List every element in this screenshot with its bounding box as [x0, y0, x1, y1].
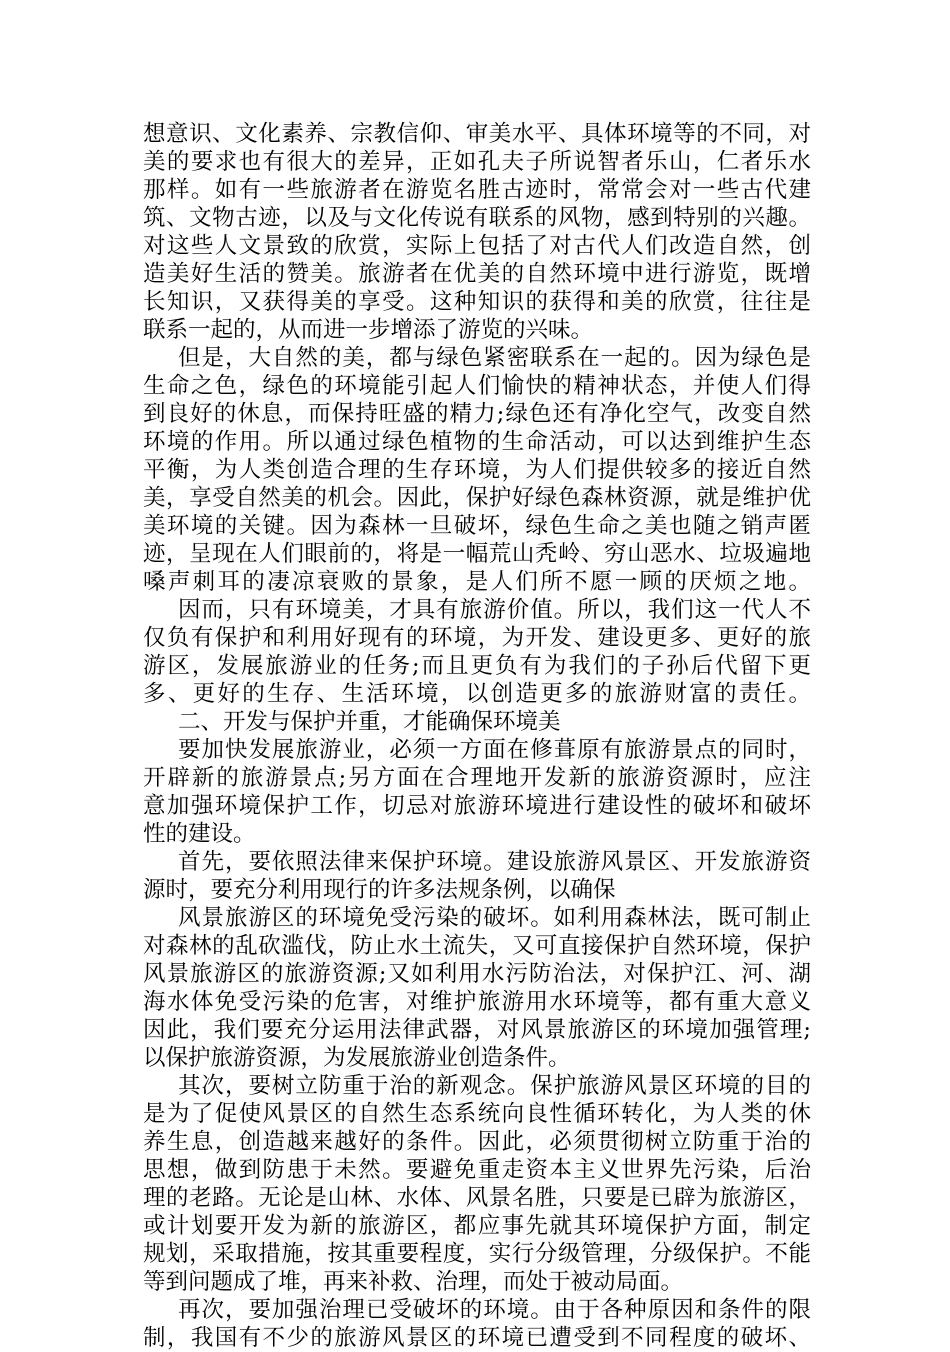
text-line: 造美好生活的赞美。旅游者在优美的自然环境中进行游览，既增 — [143, 261, 811, 287]
paragraph-first-line: 其次，要树立防重于治的新观念。保护旅游风景区环境的目的 — [178, 1073, 811, 1099]
section-heading: 二、开发与保护并重，才能确保环境美 — [178, 709, 561, 735]
text-line: 或计划要开发为新的旅游区，都应事先就其环境保护方面，制定 — [143, 1213, 811, 1239]
text-line: 源时，要充分利用现行的许多法规条例，以确保 — [143, 877, 616, 903]
text-line: 意加强环境保护工作，切忌对旅游环境进行建设性的破坏和破坏 — [143, 793, 811, 819]
text-line: 游区，发展旅游业的任务;而且更负有为我们的子孙后代留下更 — [143, 653, 811, 679]
text-line: 环境的作用。所以通过绿色植物的生命活动，可以达到维护生态 — [143, 429, 811, 455]
text-line: 到良好的休息，而保持旺盛的精力;绿色还有净化空气，改变自然 — [143, 401, 811, 427]
text-line: 平衡，为人类创造合理的生存环境，为人们提供较多的接近自然 — [143, 457, 811, 483]
text-line: 因此，我们要充分运用法律武器，对风景旅游区的环境加强管理; — [143, 1017, 811, 1043]
paragraph-first-line: 首先，要依照法律来保护环境。建设旅游风景区、开发旅游资 — [178, 849, 811, 875]
text-line: 对这些人文景致的欣赏，实际上包括了对古代人们改造自然，创 — [143, 233, 811, 259]
text-line: 性的建设。 — [143, 821, 256, 847]
paragraph-first-line: 要加快发展旅游业，必须一方面在修葺原有旅游景点的同时， — [178, 737, 811, 763]
text-line: 养生息，创造越来越好的条件。因此，必须贯彻树立防重于治的 — [143, 1129, 811, 1155]
text-line: 思想，做到防患于未然。要避免重走资本主义世界先污染，后治 — [143, 1157, 811, 1183]
text-line: 想意识、文化素养、宗教信仰、审美水平、具体环境等的不同，对 — [143, 121, 811, 147]
text-line: 生命之色，绿色的环境能引起人们愉快的精神状态，并使人们得 — [143, 373, 811, 399]
text-line: 对森林的乱砍滥伐，防止水土流失，又可直接保护自然环境，保护 — [143, 933, 811, 959]
text-line: 风景旅游区的旅游资源;又如利用水污防治法，对保护江、河、湖 — [143, 961, 811, 987]
paragraph-first-line: 再次，要加强治理已受破坏的环境。由于各种原因和条件的限 — [178, 1297, 811, 1323]
text-line: 联系一起的，从而进一步增添了游览的兴味。 — [143, 317, 594, 343]
text-line: 嗓声刺耳的凄凉衰败的景象，是人们所不愿一顾的厌烦之地。 — [143, 569, 811, 595]
text-line: 以保护旅游资源，为发展旅游业创造条件。 — [143, 1045, 571, 1071]
paragraph-first-line: 风景旅游区的环境免受污染的破坏。如利用森林法，既可制止 — [178, 905, 811, 931]
text-line: 海水体免受污染的危害，对维护旅游用水环境等，都有重大意义 — [143, 989, 811, 1015]
text-line: 美环境的关键。因为森林一旦破坏，绿色生命之美也随之销声匿 — [143, 513, 811, 539]
text-line: 长知识，又获得美的享受。这种知识的获得和美的欣赏，往往是 — [143, 289, 811, 315]
text-line: 美的要求也有很大的差异，正如孔夫子所说智者乐山，仁者乐水 — [143, 149, 811, 175]
text-line: 等到问题成了堆，再来补救、治理，而处于被动局面。 — [143, 1269, 684, 1295]
text-line: 多、更好的生存、生活环境，以创造更多的旅游财富的责任。 — [143, 681, 811, 707]
paragraph-first-line: 但是，大自然的美，都与绿色紧密联系在一起的。因为绿色是 — [178, 345, 811, 371]
text-line: 是为了促使风景区的自然生态系统向良性循环转化，为人类的休 — [143, 1101, 811, 1127]
text-line: 美，享受自然美的机会。因此，保护好绿色森林资源，就是维护优 — [143, 485, 811, 511]
text-line: 筑、文物古迹，以及与文化传说有联系的风物，感到特别的兴趣。 — [143, 205, 811, 231]
text-line: 仅负有保护和利用好现有的环境，为开发、建设更多、更好的旅 — [143, 625, 811, 651]
text-line: 规划，采取措施，按其重要程度，实行分级管理，分级保护。不能 — [143, 1241, 811, 1267]
paragraph-first-line: 因而，只有环境美，才具有旅游价值。所以，我们这一代人不 — [178, 597, 811, 623]
text-line: 开辟新的旅游景点;另方面在合理地开发新的旅游资源时，应注 — [143, 765, 811, 791]
text-line: 那样。如有一些旅游者在游览名胜古迹时，常常会对一些古代建 — [143, 177, 811, 203]
text-line: 迹，呈现在人们眼前的，将是一幅荒山秃岭、穷山恶水、垃圾遍地 — [143, 541, 811, 567]
text-line: 理的老路。无论是山林、水体、风景名胜，只要是已辟为旅游区， — [143, 1185, 811, 1211]
text-line: 制，我国有不少的旅游风景区的环境已遭受到不同程度的破坏、 — [143, 1325, 811, 1351]
